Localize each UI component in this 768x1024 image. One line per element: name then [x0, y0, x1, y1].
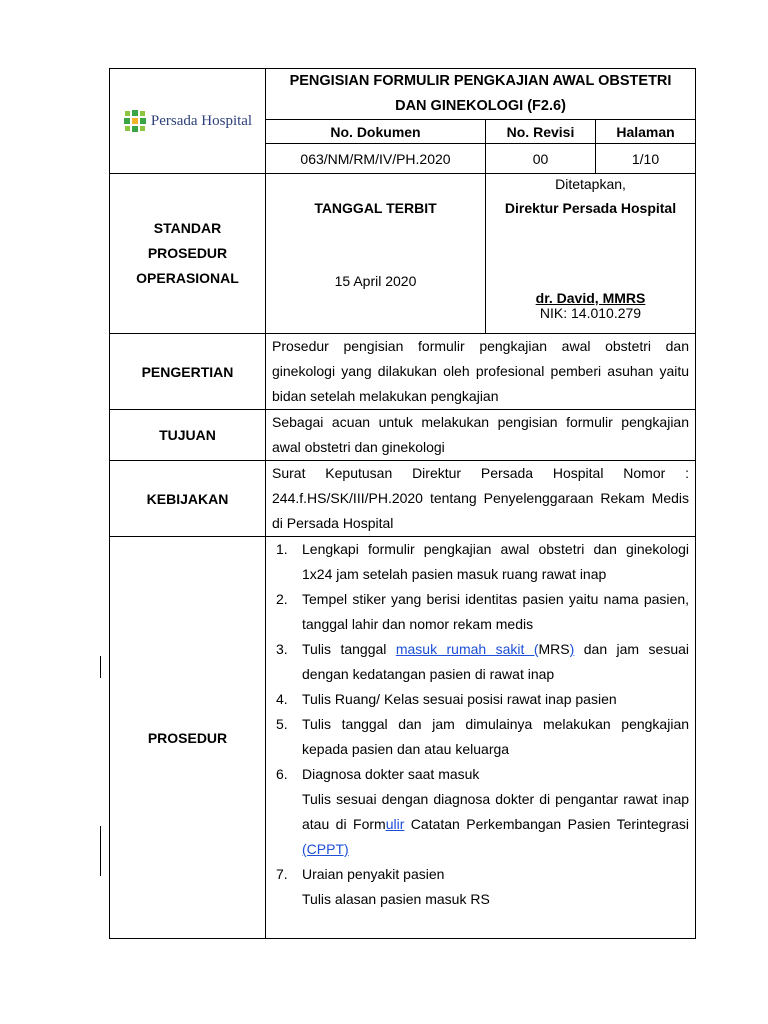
- pengertian-label: PENGERTIAN: [110, 334, 266, 410]
- pengertian-cell: [266, 334, 696, 410]
- approval-cell: [486, 174, 696, 334]
- prosedur-step: 6. Diagnosa dokter saat masuk Tulis sesuai dengan diagnosa dokter di pengantar rawat inap atau di Formulir Catatan Perkembangan Pasien Terintegrasi (CPPT): [276, 766, 690, 857]
- sop-label-line-1: STANDAR: [153, 220, 222, 236]
- prosedur-step: 7. Uraian penyakit pasien Tulis alasan pasien masuk RS: [276, 866, 490, 907]
- mrs-link-close[interactable]: ): [569, 641, 575, 657]
- tanggal-terbit-label: TANGGAL TERBIT: [314, 200, 437, 216]
- title-line-1: PENGISIAN FORMULIR PENGKAJIAN AWAL OBSTETRI: [289, 73, 672, 89]
- signer-name: dr. David, MMRS: [535, 290, 646, 306]
- kebijakan-text: Surat Keputusan Direktur Persada Hospital Nomor : 244.f.HS/SK/III/PH.2020 tentang Penyelenggaraan Rekam Medis di Persada Hospital: [272, 465, 690, 531]
- title-line-2: DAN GINEKOLOGI (F2.6): [395, 98, 566, 114]
- prosedur-label: PROSEDUR: [110, 537, 266, 939]
- revision-bar: [100, 826, 101, 876]
- tujuan-label: TUJUAN: [110, 410, 266, 461]
- sop-label-line-3: OPERASIONAL: [136, 270, 239, 286]
- sop-label-cell: [110, 174, 266, 334]
- prosedur-cell: [266, 537, 696, 939]
- sop-table: [109, 68, 696, 939]
- no-dokumen-value: 063/NM/RM/IV/PH.2020: [266, 144, 486, 174]
- logo-cell: [110, 69, 266, 174]
- tujuan-cell: [266, 410, 696, 461]
- cppt-link[interactable]: (CPPT): [302, 841, 349, 857]
- halaman-value: 1/10: [596, 144, 696, 174]
- kebijakan-cell: [266, 461, 696, 537]
- tanggal-terbit-cell: [266, 174, 486, 334]
- no-dokumen-label: No. Dokumen: [266, 120, 486, 144]
- prosedur-step: 2. Tempel stiker yang berisi identitas pasien yaitu nama pasien, tanggal lahir dan nomor rekam medis: [276, 591, 690, 632]
- kebijakan-label: KEBIJAKAN: [110, 461, 266, 537]
- halaman-label: Halaman: [596, 120, 696, 144]
- prosedur-step: 1. Lengkapi formulir pengkajian awal obstetri dan ginekologi 1x24 jam setelah pasien masuk ruang rawat inap: [276, 541, 690, 582]
- hospital-logo-icon: [123, 109, 147, 133]
- tujuan-text: Sebagai acuan untuk melakukan pengisian formulir pengkajian awal obstetri dan ginekologi: [272, 414, 690, 455]
- formulir-link[interactable]: ulir: [385, 816, 405, 832]
- document-title: [266, 69, 696, 120]
- prosedur-step: 4. Tulis Ruang/ Kelas sesuai posisi rawat inap pasien: [276, 691, 617, 707]
- logo-text: Persada Hospital: [150, 112, 253, 129]
- signer-nik: NIK: 14.010.279: [539, 305, 642, 321]
- prosedur-list: [266, 537, 695, 912]
- no-revisi-value: 00: [486, 144, 596, 174]
- pengertian-text: Prosedur pengisian formulir pengkajian awal obstetri dan ginekologi yang dilakukan oleh profesional pemberi asuhan yaitu bidan setelah melakukan pengkajian: [272, 338, 690, 404]
- mrs-link[interactable]: masuk rumah sakit (: [395, 641, 539, 657]
- direktur-title: Direktur Persada Hospital: [504, 200, 677, 216]
- no-revisi-label: No. Revisi: [486, 120, 596, 144]
- tanggal-terbit-value: 15 April 2020: [334, 273, 417, 289]
- prosedur-step: 3. Tulis tanggal masuk rumah sakit (MRS) dan jam sesuai dengan kedatangan pasien di rawat inap: [276, 641, 690, 682]
- sop-label-line-2: PROSEDUR: [147, 245, 228, 261]
- revision-bar: [100, 656, 101, 678]
- prosedur-step: 5. Tulis tanggal dan jam dimulainya melakukan pengkajian kepada pasien dan atau keluarga: [276, 716, 690, 757]
- ditetapkan-text: Ditetapkan,: [555, 176, 626, 192]
